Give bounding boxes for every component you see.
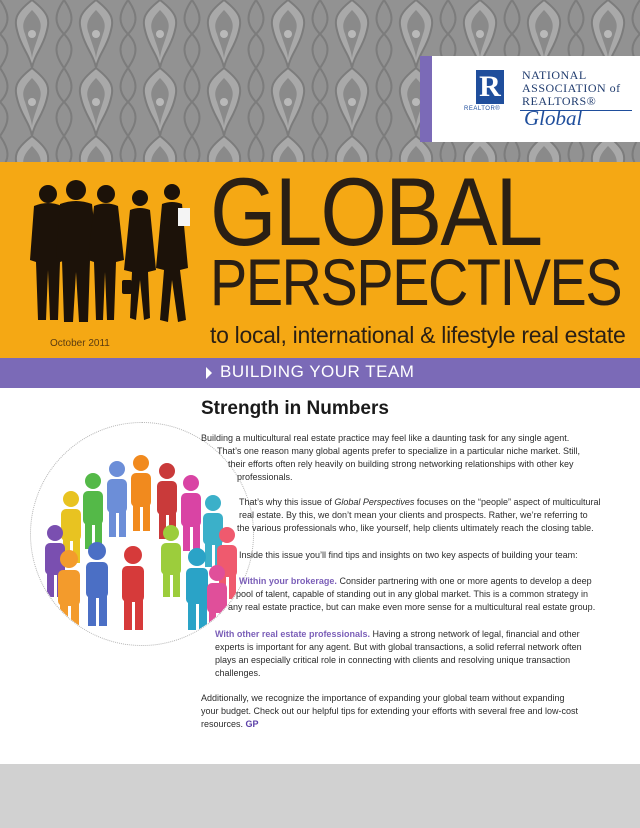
nar-line-1: NATIONAL [522, 68, 587, 82]
paragraph-3: Inside this issue you’ll find tips and insights on two key aspects of building your team: [239, 550, 578, 560]
paragraph-2-line-3: the various professionals who, like yourself, help clients ultimately reach the closing table. [237, 523, 594, 533]
title-banner [0, 162, 640, 358]
article-headline: Strength in Numbers [201, 398, 389, 419]
bullet-2-line-3: plays an especially critical role in connecting with clients and resolving unique transaction [215, 655, 571, 665]
nar-line-3: REALTORS® [522, 94, 597, 108]
paragraph-4-line-1: Additionally, we recognize the importance of expanding your global team without expanding [201, 693, 565, 703]
bullet-2-line-4: challenges. [215, 668, 261, 678]
realtor-logo-label: REALTOR® [464, 106, 501, 112]
nar-line-2: ASSOCIATION of [522, 81, 621, 95]
caret-right-icon [206, 367, 212, 379]
title-subtitle: to local, international & lifestyle real estate [210, 322, 626, 348]
bullet-2-line-2: experts is important for any agent. But with global transactions, a solid referral network often [215, 642, 582, 652]
title-perspectives: PERSPECTIVES [210, 245, 622, 320]
footer-band [0, 764, 640, 828]
paragraph-2-line-2: real estate. By this, we don’t mean your clients and prospects. Rather, we’re referring to [239, 510, 588, 520]
publication-name: Global Perspectives [334, 497, 415, 507]
section-header [0, 358, 640, 388]
paragraph-1-line-3: their efforts often rely heavily on building strong networking relationships with other key [228, 459, 574, 469]
nar-wordmark [522, 69, 621, 108]
paragraph-2-text-b: focuses on the “people” aspect of multicultural [414, 497, 601, 507]
bullet-1-line-1 [239, 575, 592, 587]
bullet-2-heading: With other real estate professionals. [215, 629, 370, 639]
bullet-1-text-a: Consider partnering with one or more agents to develop a deep [336, 576, 592, 586]
title-global: GLOBAL [210, 162, 542, 266]
issue-date: October 2011 [50, 338, 110, 349]
paragraph-4-line-2: your budget. Check out our helpful tips for extending your efforts with several free and low-cost [201, 706, 579, 716]
paragraph-4-text: resources. [201, 719, 246, 729]
bullet-1-line-3: any real estate practice, but can make even more sense for a multicultural real estate group. [228, 602, 596, 612]
bullet-2-line-1 [215, 628, 580, 640]
nar-global-logo [420, 56, 640, 142]
paragraph-1-line-2: That’s one reason many global agents prefer to specialize in a particular niche market. Still, [217, 446, 581, 456]
logo-accent-bar [420, 56, 432, 142]
nar-global-word: Global [524, 106, 583, 130]
gp-end-mark: GP [245, 719, 259, 729]
paragraph-4-line-3 [201, 718, 259, 730]
paragraph-1-line-1: Building a multicultural real estate practice may feel like a daunting task for any single agent. [201, 433, 570, 443]
bullet-1-heading: Within your brokerage. [239, 576, 337, 586]
bullet-1-line-2: pool of talent, capable of standing out in any global market. This is a common strategy in [236, 589, 589, 599]
paragraph-2-line-1 [239, 496, 601, 508]
realtor-logo-icon: R [476, 70, 504, 104]
paragraph-1-line-4: professionals. [237, 472, 293, 482]
paragraph-2-text-a: That’s why this issue of [239, 497, 335, 507]
business-people-silhouettes [28, 180, 208, 330]
section-label: BUILDING YOUR TEAM [220, 362, 415, 381]
bullet-2-text-a: Having a strong network of legal, financial and other [369, 629, 580, 639]
